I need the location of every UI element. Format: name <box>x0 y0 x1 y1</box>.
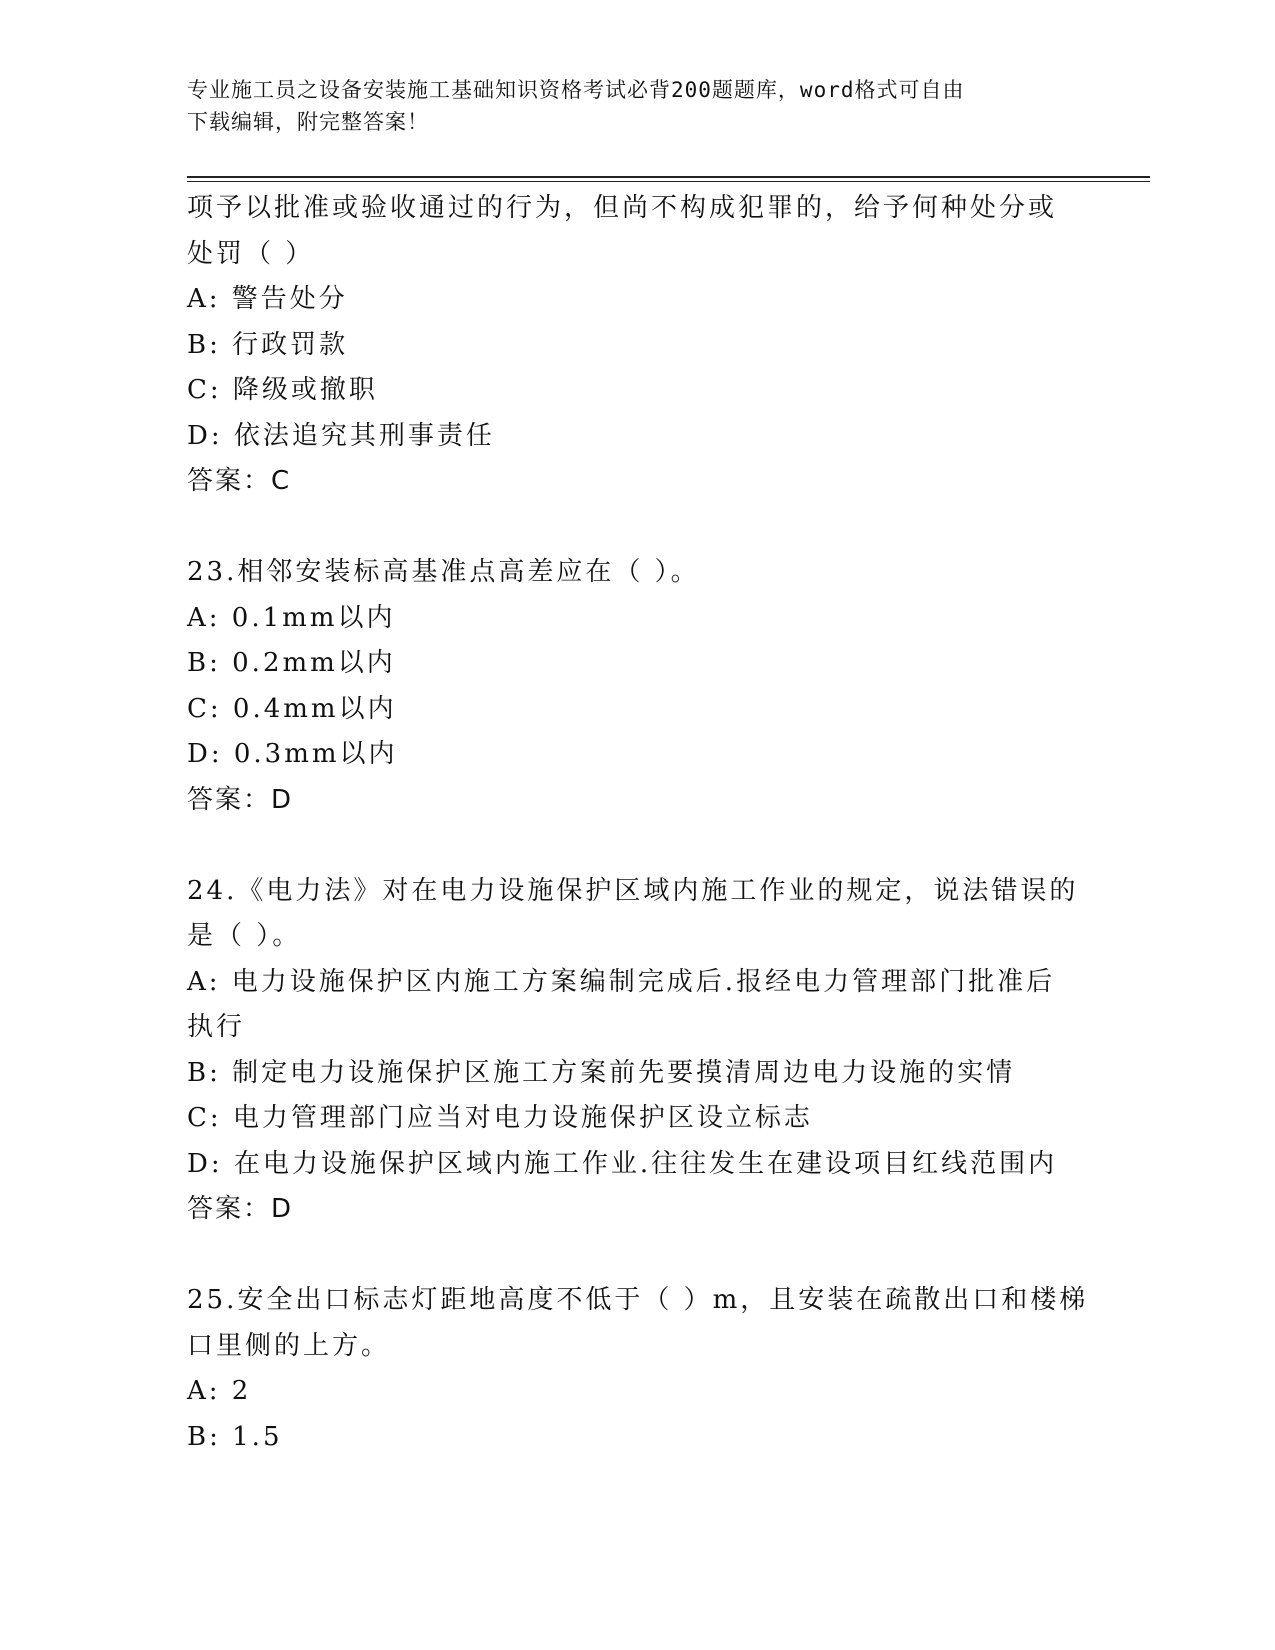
option-a: A: 电力设施保护区内施工方案编制完成后.报经电力管理部门批准后 <box>187 966 1056 997</box>
question-stem: 是（ ）。 <box>187 921 302 951</box>
question-22 <box>187 186 1087 505</box>
option-b: B: 0.2mm以内 <box>187 648 396 678</box>
option-c: C: 电力管理部门应当对电力设施保护区设立标志 <box>187 1103 813 1133</box>
question-stem: 25.安全出口标志灯距地高度不低于（ ）m，且安装在疏散出口和楼梯 <box>187 1285 1089 1315</box>
answer-line: 答案：D <box>187 1194 294 1224</box>
question-stem: 口里侧的上方。 <box>187 1330 391 1361</box>
question-stem: 处罚（ ） <box>187 238 315 269</box>
option-a: 执行 <box>187 1012 246 1042</box>
question-list <box>187 186 1087 1460</box>
question-23 <box>187 550 1087 823</box>
spacer <box>187 505 1087 551</box>
option-d: D: 依法追究其刑事责任 <box>187 420 495 451</box>
header-line-1: 专业施工员之设备安装施工基础知识资格考试必背200题题库，word格式可自由 <box>187 78 965 102</box>
question-stem: 24.《电力法》对在电力设施保护区域内施工作业的规定，说法错误的 <box>187 875 1079 906</box>
answer-line: 答案：C <box>187 466 292 496</box>
option-b: B: 1.5 <box>187 1421 283 1452</box>
question-24 <box>187 869 1087 1233</box>
option-a: A: 0.1mm以内 <box>187 602 396 633</box>
option-c: C: 0.4mm以内 <box>187 693 397 724</box>
document-header <box>187 74 1067 138</box>
option-a: A: 2 <box>187 1376 252 1406</box>
spacer <box>187 823 1087 869</box>
answer-line: 答案：D <box>187 784 294 815</box>
header-divider-thin <box>187 181 1150 182</box>
question-stem: 项予以批准或验收通过的行为，但尚不构成犯罪的，给予何种处分或 <box>187 193 1058 223</box>
header-line-2: 下载编辑，附完整答案！ <box>187 110 429 134</box>
option-d: D: 0.3mm以内 <box>187 739 398 769</box>
spacer <box>187 1233 1087 1279</box>
header-divider-thick <box>187 176 1150 178</box>
option-d: D: 在电力设施保护区域内施工作业.往往发生在建设项目红线范围内 <box>187 1148 1058 1179</box>
option-b: B: 行政罚款 <box>187 329 349 360</box>
option-c: C: 降级或撤职 <box>187 375 378 405</box>
question-25 <box>187 1278 1087 1460</box>
question-stem: 23.相邻安装标高基准点高差应在（ ）。 <box>187 557 700 587</box>
option-b: B: 制定电力设施保护区施工方案前先要摸清周边电力设施的实情 <box>187 1057 1016 1088</box>
option-a: A: 警告处分 <box>187 284 348 314</box>
